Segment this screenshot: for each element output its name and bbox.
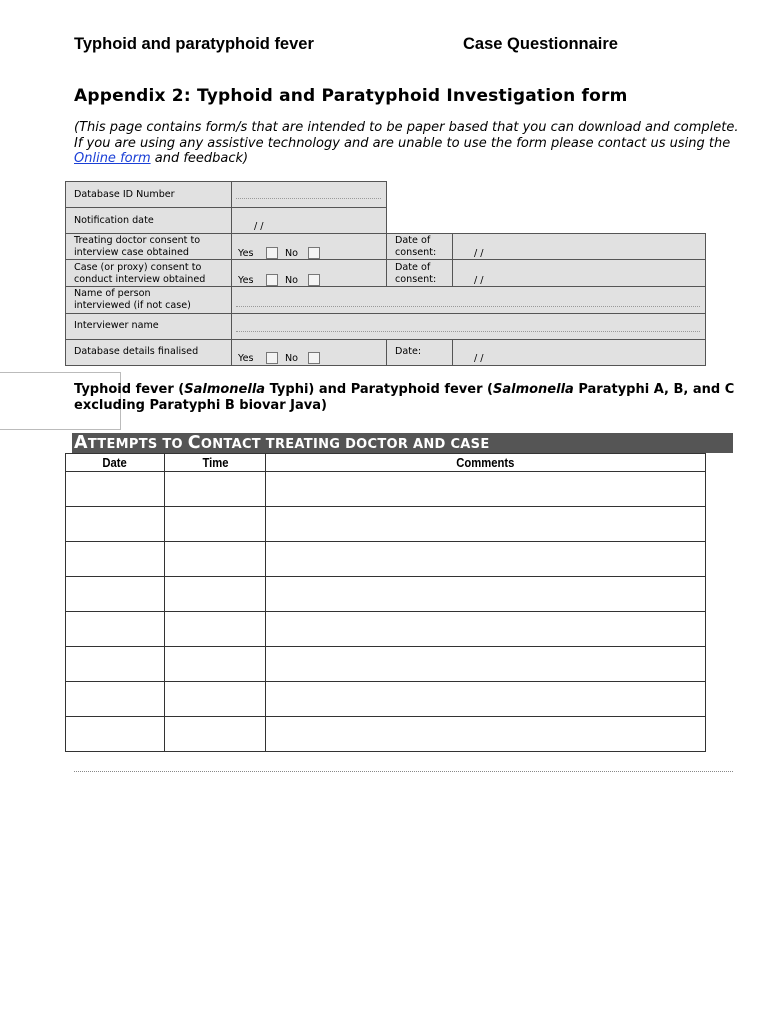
time-cell[interactable] (165, 682, 266, 717)
header-text: Date (102, 455, 128, 470)
time-cell[interactable] (165, 472, 266, 507)
date-of-consent-label (395, 262, 436, 286)
heading-rest: TTEMPTS TO (87, 437, 188, 452)
subtitle-part: Typhi) and Paratyphoid fever ( (265, 382, 493, 397)
interviewer-name-label: Interviewer name (74, 320, 159, 331)
yes-label: Yes (238, 248, 254, 259)
subtitle-part: Paratyphi A, B, and C excluding Paratyphi B biovar Java) (74, 382, 735, 413)
database-id-label: Database ID Number (74, 189, 175, 200)
date-of-consent-label (395, 235, 436, 259)
database-id-field[interactable] (231, 181, 387, 208)
table-row (66, 542, 706, 577)
subtitle-italic: Salmonella (492, 382, 574, 397)
doctor-consent-yes-checkbox[interactable] (266, 247, 278, 259)
column-header-time (165, 454, 266, 472)
date-cell[interactable] (66, 542, 165, 577)
db-finalised-label: Database details finalised (74, 346, 199, 357)
table-row (66, 717, 706, 752)
date-cell[interactable] (66, 577, 165, 612)
date-slashes: / / (254, 221, 264, 232)
online-form-link[interactable]: Online form (74, 151, 151, 166)
comments-cell[interactable] (266, 612, 706, 647)
comments-cell[interactable] (266, 507, 706, 542)
label-line: Date of (395, 235, 431, 246)
name-person-label (74, 288, 191, 312)
comments-cell[interactable] (266, 577, 706, 612)
no-label: No (285, 353, 299, 364)
case-consent-no-checkbox[interactable] (308, 274, 320, 286)
db-finalised-no-checkbox[interactable] (308, 352, 320, 364)
table-row (66, 647, 706, 682)
header-text: Comments (456, 455, 515, 470)
yes-label: Yes (238, 353, 254, 364)
date-label: Date: (395, 346, 422, 357)
column-header-date (66, 454, 165, 472)
heading-rest: ONTACT TREATING DOCTOR AND CASE (200, 437, 490, 452)
time-cell[interactable] (165, 542, 266, 577)
heading-cap: C (187, 433, 201, 453)
yes-label: Yes (238, 275, 254, 286)
page-divider (74, 771, 733, 772)
label-line: consent: (395, 247, 437, 258)
label-line: interviewed (if not case) (74, 300, 191, 311)
intro-after: and feedback) (150, 151, 249, 166)
label-line: Date of (395, 262, 431, 273)
dotted-line (236, 306, 700, 307)
date-cell[interactable] (66, 682, 165, 717)
table-row (66, 577, 706, 612)
disease-subtitle (74, 382, 740, 414)
comments-cell[interactable] (266, 647, 706, 682)
label-line: conduct interview obtained (74, 274, 206, 285)
label-line: interview case obtained (74, 247, 189, 258)
doctor-consent-no-checkbox[interactable] (308, 247, 320, 259)
date-slashes: / / (474, 275, 484, 286)
table-row (66, 682, 706, 717)
date-cell[interactable] (66, 472, 165, 507)
time-cell[interactable] (165, 717, 266, 752)
page-title: Appendix 2: Typhoid and Paratyphoid Investigation form (74, 86, 628, 106)
table-row (66, 472, 706, 507)
intro-text (74, 120, 744, 167)
date-cell[interactable] (66, 647, 165, 682)
comments-cell[interactable] (266, 717, 706, 752)
doc-header-left: Typhoid and paratyphoid fever (74, 35, 314, 53)
interviewer-name-field[interactable] (231, 313, 706, 340)
dotted-line (236, 198, 381, 199)
comments-cell[interactable] (266, 472, 706, 507)
date-cell[interactable] (66, 612, 165, 647)
table-row (66, 507, 706, 542)
attempts-table (65, 453, 706, 752)
doctor-consent-label (74, 235, 200, 259)
date-cell[interactable] (66, 507, 165, 542)
comments-cell[interactable] (266, 682, 706, 717)
case-consent-label (74, 262, 205, 286)
date-slashes: / / (474, 353, 484, 364)
case-consent-date-field[interactable] (452, 259, 706, 287)
name-person-field[interactable] (231, 286, 706, 314)
notification-date-label: Notification date (74, 215, 154, 226)
time-cell[interactable] (165, 577, 266, 612)
table-header-row (66, 454, 706, 472)
dotted-line (236, 331, 700, 332)
db-finalised-date-field[interactable] (452, 339, 706, 366)
column-header-comments (266, 454, 706, 472)
time-cell[interactable] (165, 507, 266, 542)
label-line: Name of person (74, 288, 151, 299)
label-line: Treating doctor consent to (74, 235, 201, 246)
time-cell[interactable] (165, 612, 266, 647)
subtitle-part: Typhoid fever ( (74, 382, 185, 397)
section-heading-bar (72, 433, 733, 453)
intro-before: (This page contains form/s that are intended to be paper based that you can download and complete. If you are using any assistive technology and are unable to use the form please contact us using the (74, 120, 739, 151)
case-consent-yes-checkbox[interactable] (266, 274, 278, 286)
doc-header-right: Case Questionnaire (463, 35, 618, 53)
heading-cap: A (74, 433, 88, 453)
doctor-consent-date-field[interactable] (452, 233, 706, 260)
comments-cell[interactable] (266, 542, 706, 577)
label-line: consent: (395, 274, 437, 285)
table-row (66, 612, 706, 647)
db-finalised-yes-checkbox[interactable] (266, 352, 278, 364)
no-label: No (285, 248, 299, 259)
time-cell[interactable] (165, 647, 266, 682)
date-cell[interactable] (66, 717, 165, 752)
date-slashes: / / (474, 248, 484, 259)
header-text: Time (201, 455, 229, 470)
no-label: No (285, 275, 299, 286)
label-line: Case (or proxy) consent to (74, 262, 202, 273)
subtitle-italic: Salmonella (184, 382, 266, 397)
